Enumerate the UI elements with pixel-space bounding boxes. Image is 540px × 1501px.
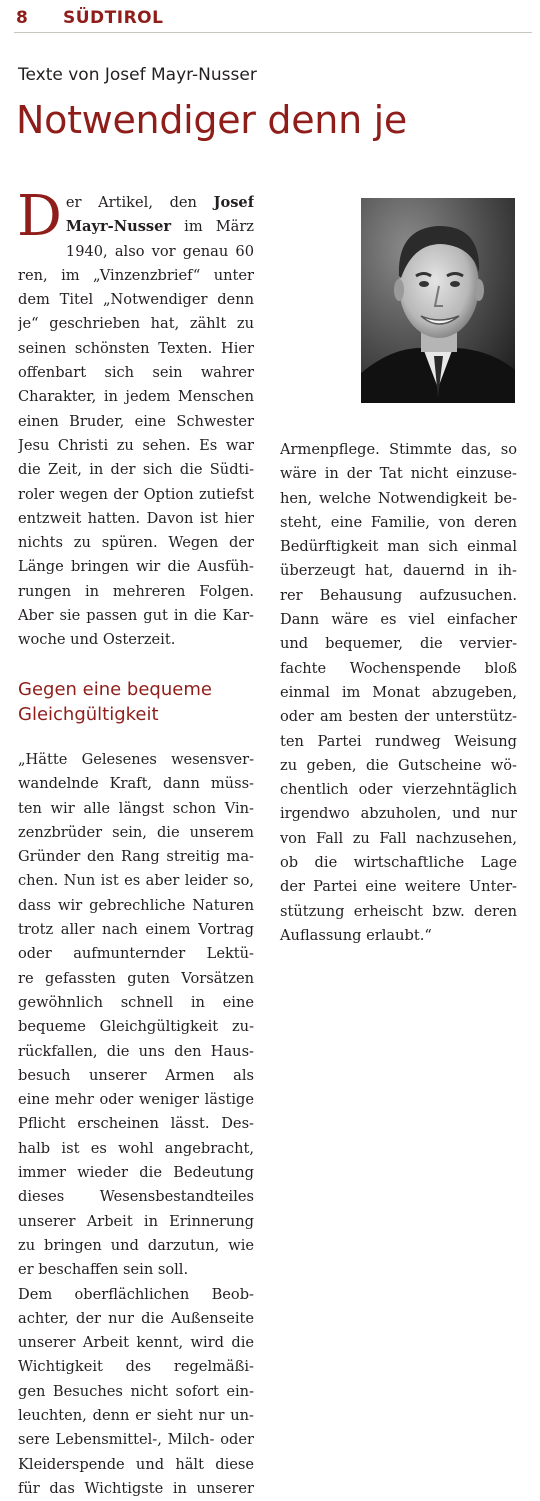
intro-line bbox=[18, 288, 254, 312]
body-line: zenzbrüder sein, die unserem bbox=[18, 823, 254, 841]
body-line: rer Behausung aufzusuchen. bbox=[280, 586, 517, 604]
body-line: Bedürftigkeit man sich einmal bbox=[280, 538, 517, 556]
intro-text-segment: Aber sie passen gut in die Kar- bbox=[18, 607, 254, 625]
intro-line bbox=[66, 191, 254, 215]
body-line: überzeugt hat, dauernd in ih- bbox=[280, 562, 517, 580]
intro-text-segment: offenbart sich sein wahrer bbox=[18, 364, 254, 382]
intro-text-segment: entzweit hatten. Davon ist hier bbox=[18, 509, 254, 527]
body-line: bequeme Gleichgültigkeit zu- bbox=[18, 1018, 254, 1036]
intro-text-segment: er Artikel, den bbox=[65, 194, 214, 211]
body-line: wandelnde Kraft, dann müss- bbox=[18, 775, 254, 793]
portrait-photo bbox=[361, 198, 515, 403]
body-line: sere Lebensmittel-, Milch- oder bbox=[18, 1431, 254, 1449]
intro-text-segment: woche und Osterzeit. bbox=[18, 631, 176, 649]
body-line: hen, welche Notwendigkeit be- bbox=[280, 489, 517, 507]
body-line: irgendwo abzuholen, und nur bbox=[280, 805, 517, 823]
intro-text-segment: roler wegen der Option zutiefst bbox=[18, 485, 254, 503]
intro-line bbox=[18, 458, 254, 482]
intro-column bbox=[17, 184, 254, 653]
body-line: immer wieder die Bedeutung bbox=[18, 1164, 254, 1182]
intro-text-segment: die Zeit, in der sich die Südti- bbox=[18, 461, 254, 479]
intro-text-segment: rungen in mehreren Folgen. bbox=[18, 582, 254, 600]
body-line: Armenpflege. Stimmte das, so bbox=[280, 441, 517, 458]
intro-line bbox=[66, 240, 254, 264]
portrait-image bbox=[361, 198, 515, 403]
body-line: unserer Arbeit in Erinnerung bbox=[18, 1212, 254, 1230]
body-line: Pflicht erscheinen lässt. Des- bbox=[18, 1115, 254, 1133]
page-number: 8 bbox=[16, 8, 28, 28]
intro-text-segment: nichts zu spüren. Wegen der bbox=[18, 534, 254, 552]
body-line: der Partei eine weitere Unter- bbox=[280, 878, 517, 896]
body-line: ten Partei rundweg Weisung bbox=[280, 732, 517, 750]
headline: Notwendiger denn je bbox=[16, 98, 407, 142]
intro-text-segment: ren, im „Vinzenzbrief“ unter bbox=[18, 266, 254, 284]
intro-text-segment: Josef bbox=[213, 194, 254, 211]
intro-text-segment: Charakter, in jedem Menschen bbox=[18, 388, 254, 406]
body-line: trotz aller nach einem Vortrag bbox=[18, 921, 254, 939]
intro-text-segment: 1940, also vor genau 60 bbox=[65, 242, 254, 260]
body-line: Dann wäre es viel einfacher bbox=[280, 611, 517, 629]
intro-line bbox=[18, 555, 254, 579]
body-line: halb ist es wohl angebracht, bbox=[18, 1139, 254, 1157]
body-line: fachte Wochenspende bloß bbox=[280, 659, 517, 677]
body-line: und bequemer, die vervier- bbox=[280, 635, 517, 653]
intro-text-segment: je“ geschrieben hat, zählt zu bbox=[18, 315, 254, 333]
body-line: zu geben, die Gutscheine wö- bbox=[280, 756, 517, 774]
body-column-left bbox=[18, 748, 254, 1501]
body-line: stützung erheischt bzw. deren bbox=[280, 902, 517, 920]
intro-text-segment: einen Bruder, eine Schwester bbox=[18, 412, 254, 430]
body-line: leuchten, denn er sieht nur un- bbox=[18, 1407, 254, 1425]
body-column-right bbox=[280, 438, 517, 948]
body-line: Gründer den Rang streitig ma- bbox=[18, 848, 254, 866]
section-title: SÜDTIROL bbox=[63, 8, 164, 28]
intro-text-segment: seinen schönsten Texten. Hier bbox=[18, 339, 254, 357]
body-line: re gefassten guten Vorsätzen bbox=[18, 969, 254, 987]
intro-line bbox=[18, 385, 254, 409]
body-line: von Fall zu Fall nachzusehen, bbox=[280, 829, 517, 847]
body-line: chentlich oder vierzehntäglich bbox=[280, 781, 517, 799]
intro-line bbox=[18, 507, 254, 531]
intro-line bbox=[18, 531, 254, 555]
body-line: zu bringen und darzutun, wie bbox=[18, 1236, 254, 1254]
intro-line bbox=[18, 434, 254, 458]
intro-text-segment: Länge bringen wir die Ausfüh- bbox=[18, 558, 254, 576]
body-line: Kleiderspende und hält diese bbox=[18, 1455, 254, 1473]
intro-text-segment: im März bbox=[171, 218, 254, 236]
intro-line bbox=[18, 410, 254, 434]
page-header bbox=[14, 6, 532, 33]
body-line: rückfallen, die uns den Haus- bbox=[18, 1042, 254, 1060]
body-line: steht, eine Familie, von deren bbox=[280, 513, 517, 531]
body-line: besuch unserer Armen als bbox=[18, 1066, 254, 1084]
intro-line bbox=[18, 628, 254, 652]
intro-text-segment: dem Titel „Notwendiger denn bbox=[18, 291, 254, 309]
drop-cap: D bbox=[17, 184, 62, 249]
intro-text bbox=[17, 184, 254, 653]
body-line: Auflassung erlaubt.“ bbox=[280, 926, 432, 944]
intro-line bbox=[18, 604, 254, 628]
body-line: eine mehr oder weniger lästige bbox=[18, 1091, 254, 1109]
body-line: unserer Arbeit kennt, wird die bbox=[18, 1334, 254, 1352]
body-line: einmal im Monat abzugeben, bbox=[280, 683, 517, 701]
body-line: oder aufmunternder Lektü- bbox=[18, 945, 254, 963]
subheading-line: Gleichgültigkeit bbox=[18, 704, 159, 725]
body-line: Wichtigkeit des regelmäßi- bbox=[18, 1358, 254, 1376]
subheading bbox=[18, 677, 254, 727]
intro-line bbox=[18, 312, 254, 336]
body-line: dass wir gebrechliche Naturen bbox=[18, 896, 254, 914]
intro-line bbox=[18, 580, 254, 604]
body-line: ob die wirtschaftliche Lage bbox=[280, 854, 517, 872]
body-line: dieses Wesensbestandteiles bbox=[18, 1188, 254, 1206]
intro-line bbox=[18, 337, 254, 361]
kicker: Texte von Josef Mayr-Nusser bbox=[18, 65, 257, 85]
intro-line bbox=[18, 264, 254, 288]
body-line: Dem oberflächlichen Beob- bbox=[18, 1285, 254, 1303]
subheading-line: Gegen eine bequeme bbox=[18, 679, 212, 700]
intro-text-segment: Jesu Christi zu sehen. Es war bbox=[18, 436, 254, 454]
body-line: gewöhnlich schnell in eine bbox=[18, 993, 254, 1011]
body-line: oder am besten der unterstütz- bbox=[280, 708, 517, 726]
body-line: für das Wichtigste in unserer bbox=[18, 1479, 254, 1497]
body-line: chen. Nun ist es aber leider so, bbox=[18, 872, 254, 890]
body-line: „Hätte Gelesenes wesensver- bbox=[18, 751, 254, 768]
intro-line bbox=[66, 215, 254, 239]
intro-line bbox=[18, 483, 254, 507]
body-line: ten wir alle längst schon Vin- bbox=[18, 799, 254, 817]
body-line: gen Besuches nicht sofort ein- bbox=[18, 1382, 254, 1400]
intro-text-segment: Mayr-Nusser bbox=[65, 218, 172, 236]
body-line: er beschaffen sein soll. bbox=[18, 1261, 189, 1279]
body-line: wäre in der Tat nicht einzuse- bbox=[280, 465, 517, 483]
body-line: achter, der nur die Außenseite bbox=[18, 1309, 254, 1327]
intro-line bbox=[18, 361, 254, 385]
